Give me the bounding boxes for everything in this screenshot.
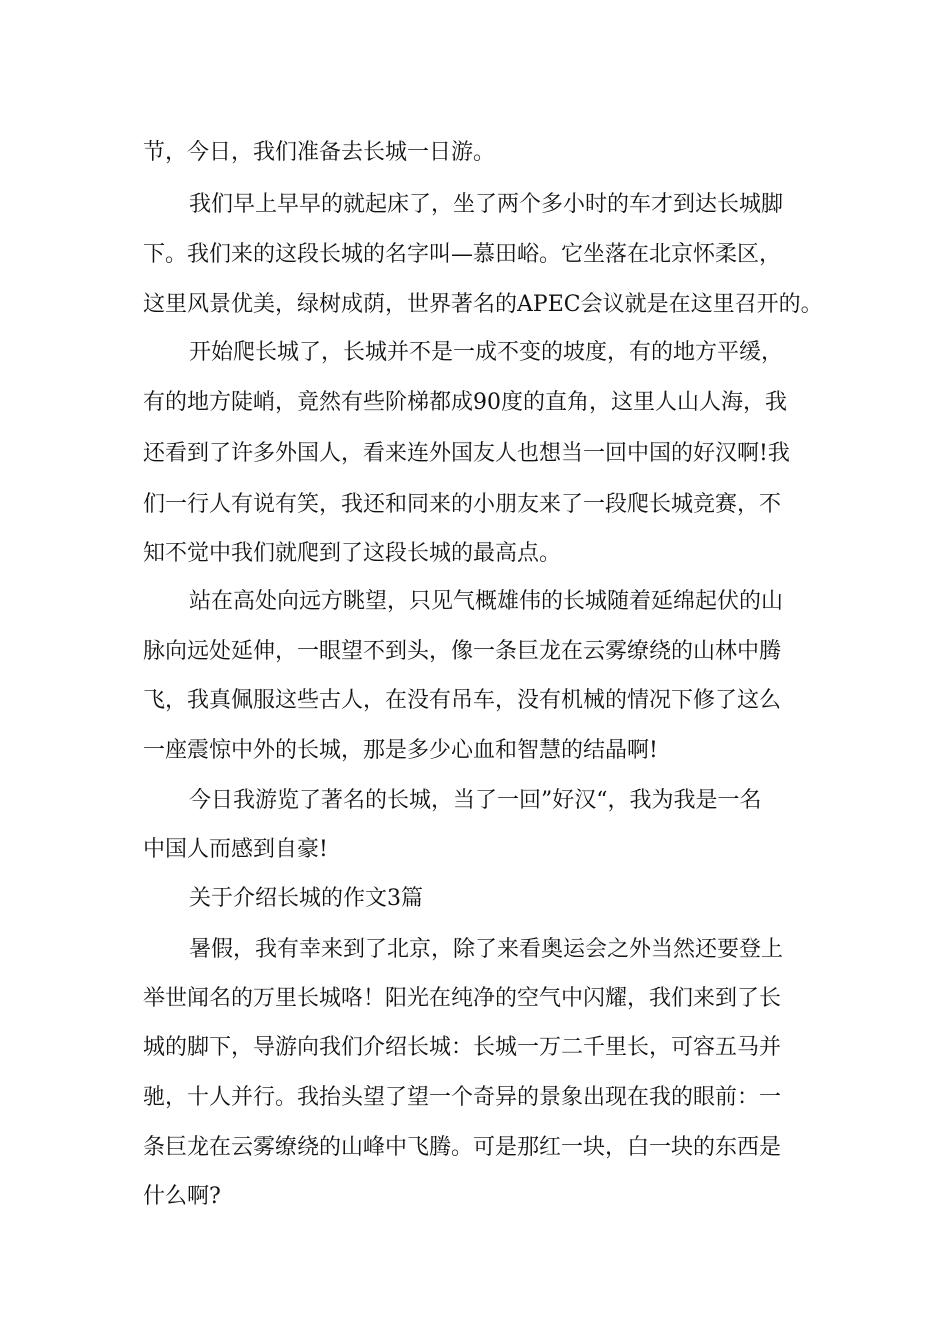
paragraph-start-line: 今日我游览了著名的长城，当了一回”好汉“，我为我是一名: [189, 788, 762, 813]
paragraph-start-line: 我们早上早早的就起床了，坐了两个多小时的车才到达长城脚: [189, 192, 784, 217]
text-line: 们一行人有说有笑，我还和同来的小朋友来了一段爬长城竞赛，不: [143, 492, 782, 517]
text-line: 飞，我真佩服这些古人，在没有吊车，没有机械的情况下修了这么: [143, 688, 782, 713]
text-line: 城的脚下，导游向我们介绍长城：长城一万二千里长，可容五马并: [143, 1035, 782, 1060]
text-line: 一座震惊中外的长城，那是多少心血和智慧的结晶啊!: [143, 738, 658, 763]
section-title: 关于介绍长城的作文3篇: [189, 886, 423, 911]
text-line: 驰，十人并行。我抬头望了望一个奇异的景象出现在我的眼前：一: [143, 1085, 782, 1110]
text-line: 有的地方陡峭，竟然有些阶梯都成90度的直角，这里人山人海，我: [143, 390, 787, 415]
text-line: 条巨龙在云雾缭绕的山峰中飞腾。可是那红一块，白一块的东西是: [143, 1135, 782, 1160]
text-line: 这里风景优美，绿树成荫，世界著名的APEC会议就是在这里召开的。: [143, 292, 823, 317]
text-line: 下。我们来的这段长城的名字叫—慕田峪。它坐落在北京怀柔区，: [143, 242, 782, 267]
text-line: 举世闻名的万里长城咯！阳光在纯净的空气中闪耀，我们来到了长: [143, 986, 782, 1011]
text-line: 知不觉中我们就爬到了这段长城的最高点。: [143, 541, 562, 566]
text-line: 节，今日，我们准备去长城一日游。: [143, 140, 496, 165]
paragraph-start-line: 开始爬长城了，长城并不是一成不变的坡度，有的地方平缓，: [189, 340, 784, 365]
text-line: 中国人而感到自豪!: [143, 837, 328, 862]
text-line: 脉向远处延伸，一眼望不到头，像一条巨龙在云雾缭绕的山林中腾: [143, 639, 782, 664]
paragraph-start-line: 暑假，我有幸来到了北京，除了来看奥运会之外当然还要登上: [189, 937, 784, 962]
text-line: 什么啊?: [143, 1184, 221, 1209]
paragraph-start-line: 站在高处向远方眺望，只见气概雄伟的长城随着延绵起伏的山: [189, 589, 784, 614]
text-line: 还看到了许多外国人，看来连外国友人也想当一回中国的好汉啊!我: [143, 441, 790, 466]
